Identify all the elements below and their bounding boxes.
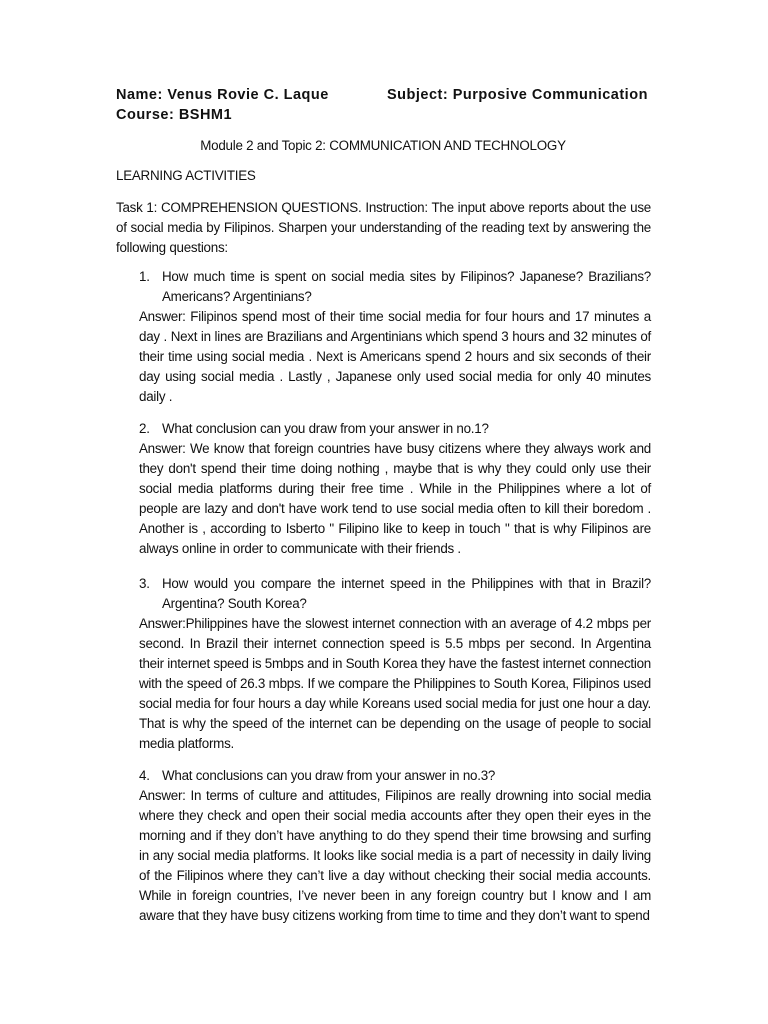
task-label: Task 1: COMPREHENSION QUESTIONS. bbox=[116, 200, 362, 215]
question-item bbox=[139, 267, 651, 407]
answer-text: Answer: Filipinos spend most of their time social media for four hours and 17 minutes a day . Next in lines are Brazilians and Argentinians which spend 3 hours and 32 minutes of their time using social media . Next is Americans spend 2 hours and six seconds of their day using social media . Lastly , Japanese only used social media for only 40 minutes daily . bbox=[139, 309, 651, 404]
section-heading: LEARNING ACTIVITIES bbox=[116, 168, 256, 183]
question-number: 4. bbox=[139, 768, 150, 783]
question-text-row bbox=[139, 766, 651, 786]
subject-label: Subject: Purposive Communication bbox=[387, 87, 648, 103]
question-item bbox=[139, 766, 651, 926]
question-text-row bbox=[139, 267, 651, 307]
module-title: Module 2 and Topic 2: COMMUNICATION AND TECHNOLOGY bbox=[200, 138, 566, 153]
answer-text: Answer: We know that foreign countries have busy citizens where they always work and they don't spend their time doing nothing , maybe that is why they could only use their social media platforms during their free time . While in the Philippines where a lot of people are lazy and don't have work tend to use social media often to kill their boredom . Another is , according to Isberto " Filipino like to keep in touch " that is why Filipinos are always online in order to communicate with their friends . bbox=[139, 441, 651, 556]
course-label: Course: BSHM1 bbox=[116, 107, 233, 123]
task-instruction-text: Instruction: The input above reports about the use of social media by Filipinos. Sharpen your understanding of the reading text by answering the following questions: bbox=[116, 200, 651, 255]
question-number: 1. bbox=[139, 269, 150, 284]
question-item bbox=[139, 419, 651, 559]
question-text: How much time is spent on social media sites by Filipinos? Japanese? Brazilians? Americans? Argentinians? bbox=[162, 269, 651, 304]
question-item bbox=[139, 574, 651, 754]
question-text: What conclusion can you draw from your answer in no.1? bbox=[162, 421, 489, 436]
question-text: What conclusions can you draw from your answer in no.3? bbox=[162, 768, 496, 783]
task-instruction bbox=[116, 198, 651, 258]
question-text-row bbox=[139, 419, 651, 439]
answer-text: Answer: In terms of culture and attitudes, Filipinos are really drowning into social media where they check and open their social media accounts after they open their eyes in the morning and if they don’t have anything to do they spend their time browsing and surfing in any social media platforms. It looks like social media is a part of necessity in daily living of the Filipinos where they can’t live a day without checking their social media accounts. While in foreign countries, I’ve never been in any foreign country but I know and I am aware that they have busy citizens working from time to time and they don’t want to spend bbox=[139, 788, 651, 923]
question-text-row bbox=[139, 574, 651, 614]
question-number: 3. bbox=[139, 576, 150, 591]
question-number: 2. bbox=[139, 421, 150, 436]
answer-text: Answer:Philippines have the slowest internet connection with an average of 4.2 mbps per second. In Brazil their internet connection speed is 5.5 mbps per second. In Argentina their internet speed is 5mbps and in South Korea they have the fastest internet connection with the speed of 26.3 mbps. If we compare the Philippines to South Korea, Filipinos used social media for four hours a day while Koreans used social media for just one hour a day. That is why the speed of the internet can be depending on the usage of people to social media platforms. bbox=[139, 616, 651, 751]
question-text: How would you compare the internet speed in the Philippines with that in Brazil? Argentina? South Korea? bbox=[162, 576, 651, 611]
student-name: Name: Venus Rovie C. Laque bbox=[116, 87, 329, 103]
